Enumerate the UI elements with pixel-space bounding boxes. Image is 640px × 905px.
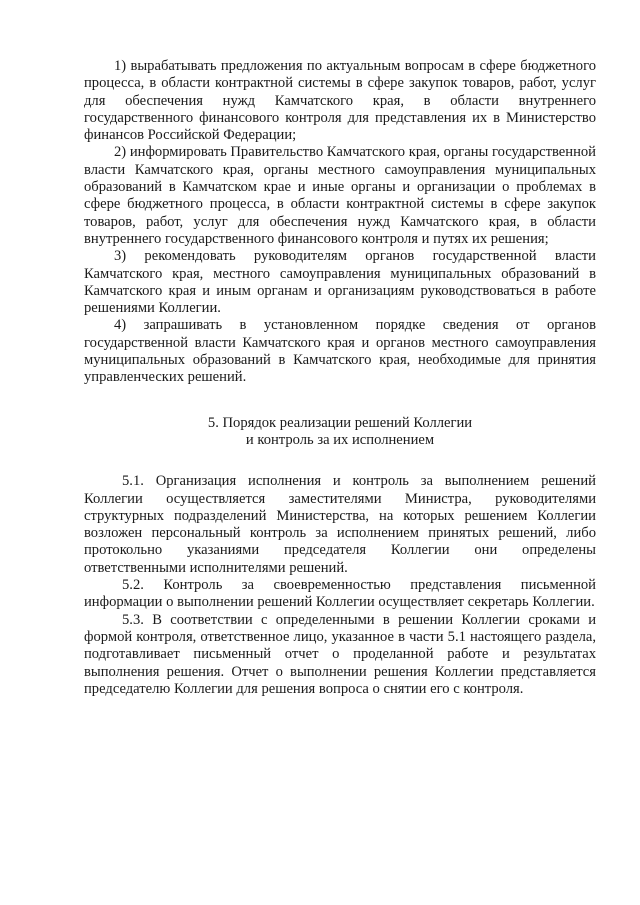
paragraph-5-3: 5.3. В соответствии с определенными в решении Коллегии сроками и формой контроля, ответственное лицо, указанное в части 5.1 настоящего раздела, подготавливает письменный отчет о проделанной работе и результатах выполнения решения. Отчет о выполнении решения Коллегии представляется председателю Коллегии для решения вопроса о снятии его с контроля. [84,611,596,697]
section-title-line-1: 5. Порядок реализации решений Коллегии [207,414,473,431]
list-item-3: 3) рекомендовать руководителям органов государственной власти Камчатского края, местного самоуправления муниципальных образований в Камчатского края и иным органам и организациям руководствоваться в работе решениями Коллегии. [84,248,596,317]
list-item-1: 1) вырабатывать предложения по актуальным вопросам в сфере бюджетного процесса, в области контрактной системы в сфере закупок товаров, работ, услуг для обеспечения нужд Камчатского края, в области внутреннего государственного финансового контроля для представления их в Министерство финансов Российской Федерации; [84,58,596,144]
section-title-line-2: и контроль за их исполнением [245,431,435,448]
section-heading [84,415,596,450]
paragraph-5-1: 5.1. Организация исполнения и контроль за выполнением решений Коллегии осуществляется заместителями Министра, руководителями структурных подразделений Министерства, на которых решением Коллегии возложен персональный контроль за исполнением принятых решений, либо протокольно указаниями председателя Коллегии они определены ответственными исполнителями решений. [84,473,596,576]
paragraph-5-2: 5.2. Контроль за своевременностью представления письменной информации о выполнении решений Коллегии осуществляет секретарь Коллегии. [84,577,596,611]
list-item-4: 4) запрашивать в установленном порядке сведения от органов государственной власти Камчатского края и органов местного самоуправления муниципальных образований в Камчатского края, необходимые для принятия управленческих решений. [84,317,596,386]
list-item-2: 2) информировать Правительство Камчатского края, органы государственной власти Камчатского края, органы местного самоуправления муниципальных образований в Камчатском крае и иные органы и организации о проблемах в сфере бюджетного процесса, в области контрактной системы в сфере закупок товаров, работ, услуг для обеспечения нужд Камчатского края, в области внутреннего государственного финансового контроля и путях их решения; [84,144,596,247]
